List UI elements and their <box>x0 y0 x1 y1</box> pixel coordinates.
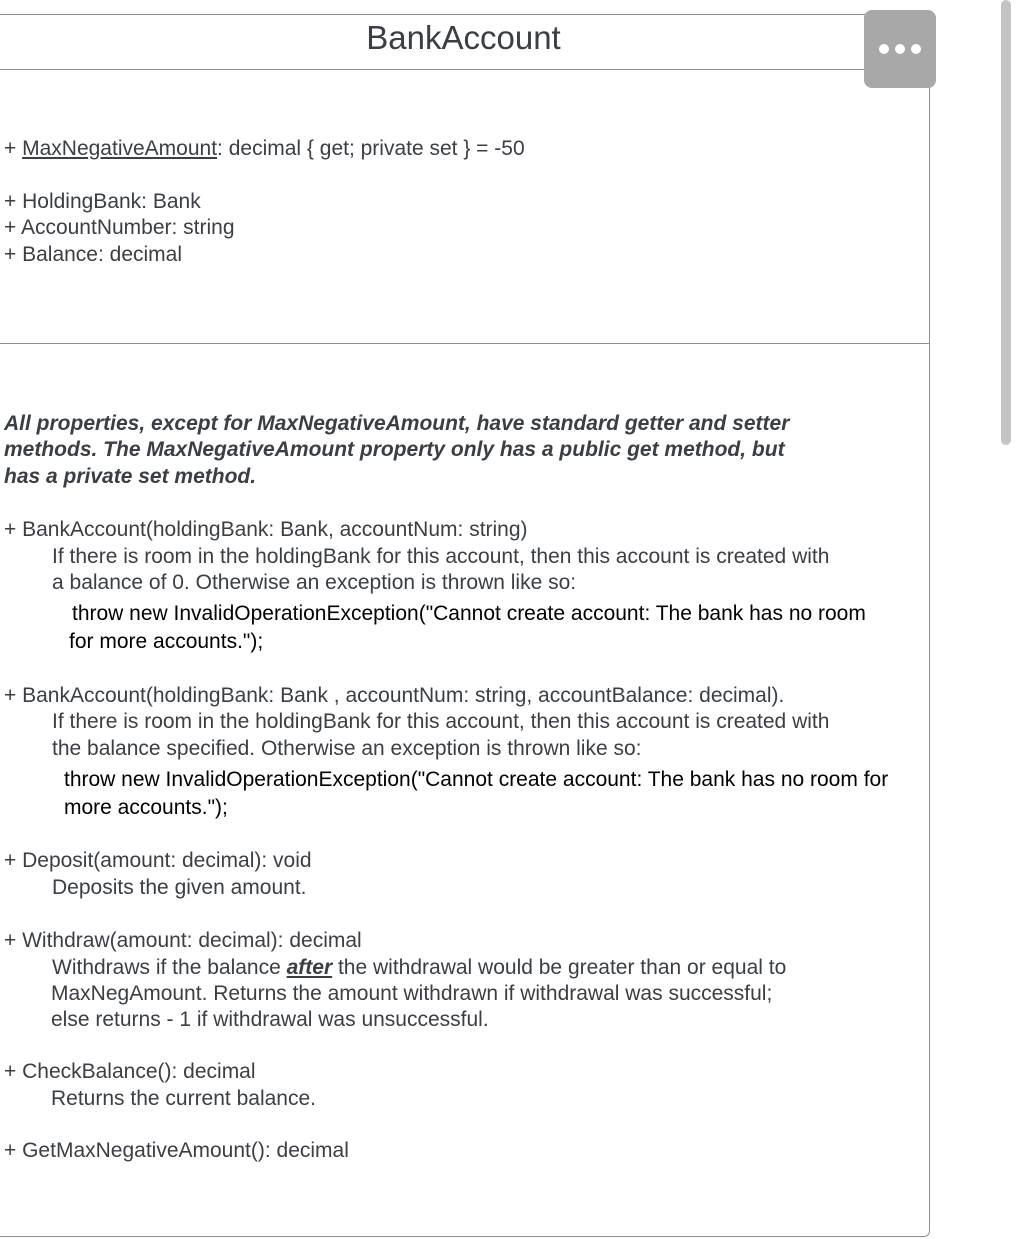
method-description: If there is room in the holdingBank for this account, then this account is created with <box>52 545 830 568</box>
method-description: Deposits the given amount. <box>52 876 307 899</box>
code-line: throw new InvalidOperationException("Cannot create account: The bank has no room for <box>64 768 889 791</box>
attribute-holding-bank: + HoldingBank: Bank <box>4 190 201 213</box>
note-line: All properties, except for MaxNegativeAmount, have standard getter and setter <box>4 412 790 435</box>
method-description: Returns the current balance. <box>51 1087 316 1110</box>
note-line: methods. The MaxNegativeAmount property only has a public get method, but <box>4 438 785 461</box>
more-horizontal-icon-dot <box>911 44 921 54</box>
method-signature-ctor2: + BankAccount(holdingBank: Bank , accountNum: string, accountBalance: decimal). <box>4 684 785 707</box>
note-line: has a private set method. <box>4 465 257 488</box>
compartment-divider <box>0 343 929 344</box>
method-signature-check-balance: + CheckBalance(): decimal <box>4 1060 256 1083</box>
method-signature-get-max-negative-amount: + GetMaxNegativeAmount(): decimal <box>4 1139 349 1162</box>
class-title: BankAccount <box>366 19 561 56</box>
attribute-balance: + Balance: decimal <box>4 243 183 266</box>
more-horizontal-icon-dot <box>895 44 905 54</box>
method-description: else returns - 1 if withdrawal was unsuccessful. <box>51 1008 489 1031</box>
code-line: for more accounts."); <box>69 630 264 653</box>
attribute-max-negative-amount: + MaxNegativeAmount: decimal { get; private set } = -50 <box>4 137 525 160</box>
method-description: MaxNegAmount. Returns the amount withdrawn if withdrawal was successful; <box>51 982 773 1005</box>
method-signature-withdraw: + Withdraw(amount: decimal): decimal <box>4 929 362 952</box>
method-description: the balance specified. Otherwise an exception is thrown like so: <box>52 737 642 760</box>
class-header <box>0 15 929 70</box>
method-description: Withdraws if the balance after the withdrawal would be greater than or equal to <box>52 956 787 979</box>
more-horizontal-icon <box>879 44 889 54</box>
vertical-scrollbar[interactable] <box>1001 0 1011 445</box>
more-options-button[interactable] <box>864 10 936 88</box>
method-description: If there is room in the holdingBank for this account, then this account is created with <box>52 710 830 733</box>
code-line: throw new InvalidOperationException("Cannot create account: The bank has no room <box>72 602 866 625</box>
method-signature-ctor1: + BankAccount(holdingBank: Bank, accountNum: string) <box>4 518 528 541</box>
code-line: more accounts."); <box>64 796 228 819</box>
attribute-account-number: + AccountNumber: string <box>4 216 235 239</box>
method-signature-deposit: + Deposit(amount: decimal): void <box>4 849 312 872</box>
method-description: a balance of 0. Otherwise an exception is thrown like so: <box>52 571 577 594</box>
